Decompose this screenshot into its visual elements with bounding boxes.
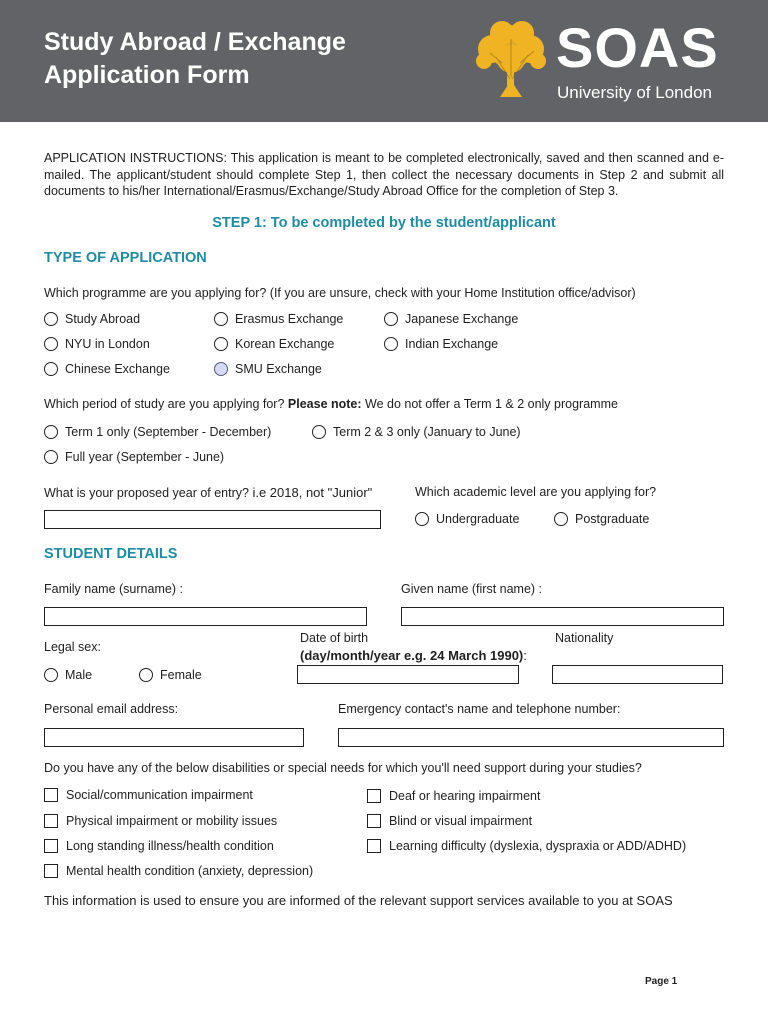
programme-smu-exchange[interactable] [214,362,322,376]
disability-blind-visual[interactable] [367,814,532,828]
disability-deaf-hearing[interactable] [367,789,540,803]
option-label: Japanese Exchange [405,312,519,326]
emergency-contact-label: Emergency contact's name and telephone number: [338,702,621,716]
checkbox[interactable] [44,788,58,802]
period-note-text: We do not offer a Term 1 & 2 only programme [365,397,618,411]
dob-format-hint [300,648,527,663]
period-question-text: Which period of study are you applying for? [44,397,285,411]
radio-button[interactable] [44,668,58,682]
option-label: Chinese Exchange [65,362,170,376]
entry-year-hint: i.e 2018, not "Junior" [252,485,373,500]
student-details-heading: STUDENT DETAILS [44,546,178,562]
radio-button[interactable] [214,337,228,351]
programme-chinese-exchange[interactable] [44,362,170,376]
entry-year-question-text: What is your proposed year of entry? [44,486,249,500]
checkbox[interactable] [367,814,381,828]
option-label: Learning difficulty (dyslexia, dyspraxia or ADD/ADHD) [389,839,687,853]
option-label: Social/communication impairment [66,788,253,802]
disability-long-standing-illness[interactable] [44,839,274,853]
option-label: Physical impairment or mobility issues [66,814,278,828]
radio-button[interactable] [415,512,429,526]
application-instructions: APPLICATION INSTRUCTIONS: This application is meant to be completed electronically, saved and then scanned and e-mailed. The applicant/student should complete Step 1, then collect the necessary documents in Step 2 and submit all documents to his/her International/Erasmus/Exchange/Study Abroad Office for the completion of Step 3. [44,151,724,198]
sex-male[interactable] [44,668,92,682]
checkbox[interactable] [44,814,58,828]
tree-icon [472,19,550,99]
support-note: This information is used to ensure you are informed of the relevant support services available to you at SOAS [44,893,673,908]
disability-physical-mobility[interactable] [44,814,277,828]
level-undergraduate[interactable] [415,512,519,526]
option-label: Full year (September - June) [65,450,225,464]
radio-button[interactable] [44,425,58,439]
radio-button[interactable] [44,312,58,326]
period-note-label: Please note: [287,397,362,411]
option-label: Deaf or hearing impairment [389,789,541,803]
checkbox[interactable] [367,789,381,803]
option-label: Male [65,668,93,682]
type-of-application-heading: TYPE OF APPLICATION [44,250,207,266]
radio-button[interactable] [44,362,58,376]
option-label: NYU in London [65,337,150,351]
programme-japanese-exchange[interactable] [384,312,518,326]
disability-social-communication[interactable] [44,788,253,802]
soas-logo-word: SOAS [556,16,719,79]
option-label: Long standing illness/health condition [66,839,274,853]
checkbox[interactable] [44,839,58,853]
dob-label: Date of birth [300,631,369,645]
radio-button[interactable] [44,337,58,351]
programme-question: Which programme are you applying for? (If you are unsure, check with your Home Institution office/advisor) [44,286,636,300]
option-label: Mental health condition (anxiety, depression) [66,864,314,878]
checkbox[interactable] [44,864,58,878]
family-name-label: Family name (surname) : [44,582,183,596]
period-full-year[interactable] [44,450,224,464]
dob-colon: : [523,648,527,663]
level-question: Which academic level are you applying for? [415,485,657,499]
programme-indian-exchange[interactable] [384,337,498,351]
programme-korean-exchange[interactable] [214,337,334,351]
step1-heading: STEP 1: To be completed by the student/applicant [212,215,556,231]
radio-button[interactable] [214,312,228,326]
radio-button[interactable] [44,450,58,464]
dob-format: (day/month/year e.g. 24 March 1990) [300,648,524,663]
form-title: Study Abroad / Exchange Application Form [44,28,346,89]
option-label: SMU Exchange [235,362,322,376]
nationality-field[interactable] [552,665,723,684]
radio-button[interactable] [554,512,568,526]
programme-erasmus-exchange[interactable] [214,312,343,326]
nationality-label: Nationality [555,631,614,645]
option-label: Term 2 & 3 only (January to June) [333,425,521,439]
entry-year-field[interactable] [44,510,381,529]
disability-mental-health[interactable] [44,864,313,878]
programme-study-abroad[interactable] [44,312,140,326]
option-label: Undergraduate [436,512,520,526]
option-label: Korean Exchange [235,337,335,351]
radio-button[interactable] [384,312,398,326]
disability-question: Do you have any of the below disabilities or special needs for which you'll need support during your studies? [44,761,642,775]
radio-button[interactable] [139,668,153,682]
radio-button[interactable] [312,425,326,439]
option-label: Postgraduate [575,512,650,526]
email-field[interactable] [44,728,304,747]
programme-nyu-in-london[interactable] [44,337,150,351]
email-label: Personal email address: [44,702,179,716]
legal-sex-label: Legal sex: [44,640,101,654]
option-label: Blind or visual impairment [389,814,533,828]
sex-female[interactable] [139,668,202,682]
checkbox[interactable] [367,839,381,853]
option-label: Female [160,668,202,682]
period-question [44,397,618,411]
option-label: Study Abroad [65,312,141,326]
entry-year-question [44,485,372,500]
emergency-contact-field[interactable] [338,728,724,747]
radio-button-selected[interactable] [214,362,228,376]
family-name-field[interactable] [44,607,367,626]
level-postgraduate[interactable] [554,512,649,526]
option-label: Indian Exchange [405,337,499,351]
dob-field[interactable] [297,665,519,684]
option-label: Term 1 only (September - December) [65,425,272,439]
option-label: Erasmus Exchange [235,312,344,326]
radio-button[interactable] [384,337,398,351]
period-term-1[interactable] [44,425,271,439]
soas-logo-subtitle: University of London [557,83,712,102]
page-number: Page 1 [645,976,678,987]
period-term-2-3[interactable] [312,425,521,439]
given-name-field[interactable] [401,607,724,626]
given-name-label: Given name (first name) : [401,582,543,596]
disability-learning-difficulty[interactable] [367,839,686,853]
